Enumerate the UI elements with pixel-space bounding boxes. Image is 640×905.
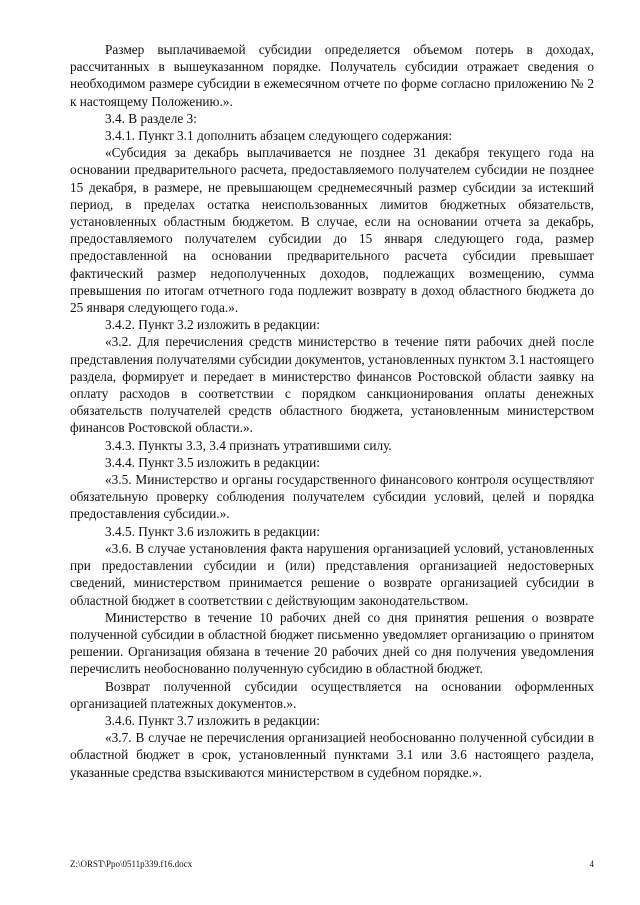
paragraph: Министерство в течение 10 рабочих дней со дня принятия решения о возврате полученной субсидии в областной бюджет письменно уведомляет организацию о принятом решении. Организация обязана в течение 20 рабочих дней со дня получения уведомления перечислить необоснованно полученную субсидию в областной бюджет. <box>70 609 594 677</box>
page-number: 4 <box>589 859 594 869</box>
document-body <box>70 41 594 781</box>
footer-file-path: Z:\ORST\Ppo\0511p339.f16.docx <box>70 859 193 869</box>
paragraph: «3.5. Министерство и органы государственного финансового контроля осуществляют обязательную проверку соблюдения получателем субсидии условий, целей и порядка предоставления субсидии.». <box>70 472 594 522</box>
paragraph: «3.2. Для перечисления средств министерство в течение пяти рабочих дней после представления получателями субсидии документов, установленных пунктом 3.1 настоящего раздела, формирует и передает в министерство финансов Ростовской области заявку на оплату расходов в соответствии с порядком санкционирования оплаты денежных обязательств получателей средств областного бюджета, установленным министерством финансов Ростовской области.». <box>70 334 594 436</box>
paragraph: Размер выплачиваемой субсидии определяется объемом потерь в доходах, рассчитанных в вышеуказанном порядке. Получатель субсидии отражает сведения о необходимом размере субсидии в ежемесячном отчете по форме согласно приложению № 2 к настоящему Положению.». <box>70 42 594 109</box>
paragraph: 3.4. В разделе 3: <box>105 110 197 126</box>
paragraph: 3.4.1. Пункт 3.1 дополнить абзацем следующего содержания: <box>105 128 453 144</box>
paragraph: 3.4.2. Пункт 3.2 изложить в редакции: <box>105 317 320 333</box>
paragraph: Возврат полученной субсидии осуществляется на основании оформленных организацией платежных документов.». <box>70 678 594 711</box>
paragraph: «Субсидия за декабрь выплачивается не позднее 31 декабря текущего года на основании предварительного расчета, предоставляемого получателем субсидии не позднее 15 декабря, в размере, не превышающем среднемесячный размер субсидии за истекший период, в пределах остатка неиспользованных лимитов бюджетных обязательств, установленных областным бюджетом. В случае, если на основании отчета за декабрь, предоставляемого получателем субсидии до 15 января следующего года, размер предоставленной на основании предварительного расчета субсидии превышает фактический размер недополученных доходов, подлежащих возмещению, сумма превышения по итогам отчетного года подлежит возврату в доход областного бюджета до 25 января следующего года.». <box>70 145 594 316</box>
paragraph: 3.4.5. Пункт 3.6 изложить в редакции: <box>105 523 320 539</box>
paragraph: 3.4.4. Пункт 3.5 изложить в редакции: <box>105 454 320 470</box>
paragraph: «3.6. В случае установления факта нарушения организацией условий, установленных при предоставлении субсидии и (или) представления организацией недостоверных сведений, министерством принимается решение о возврате организацией субсидии в областной бюджет в соответствии с действующим законодательством. <box>70 540 594 608</box>
paragraph: 3.4.6. Пункт 3.7 изложить в редакции: <box>105 712 320 728</box>
paragraph: 3.4.3. Пункты 3.3, 3.4 признать утратившими силу. <box>105 437 392 453</box>
paragraph: «3.7. В случае не перечисления организацией необоснованно полученной субсидии в областной бюджет в срок, установленный пунктами 3.1 или 3.6 настоящего раздела, указанные средства взыскиваются министерством в судебном порядке.». <box>70 730 594 780</box>
